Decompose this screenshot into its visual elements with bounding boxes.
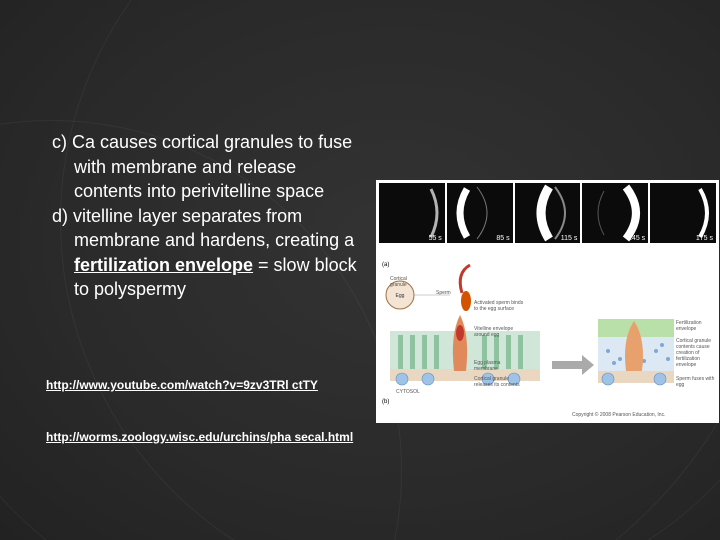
micrograph-strip: [379, 183, 716, 243]
label-cortical-release: Cortical granule releases its contents: [474, 376, 520, 388]
panel-a-label: (a): [382, 262, 390, 268]
label-granule-contents: Cortical granule contents cause creation of fertilization envelope: [676, 338, 712, 368]
label-sperm-fused: Sperm fuses with egg: [676, 376, 715, 388]
svg-text:Egg: Egg: [395, 293, 405, 299]
body-text: [52, 130, 362, 302]
label-activated-sperm: Activated sperm binds to the egg surface: [474, 300, 524, 312]
urchins-link[interactable]: http://worms.zoology.wisc.edu/urchins/pha secal.html: [46, 430, 354, 444]
label-fertilization-envelope: Fertilization envelope: [676, 320, 702, 332]
micrograph-frame: [515, 183, 581, 243]
micrograph-frame: [650, 183, 716, 243]
step-d-tail: = slow block to polyspermy: [74, 254, 357, 299]
label-vitelline: Vitelline envelope around egg: [474, 326, 514, 338]
micrograph-frame: [582, 183, 648, 243]
figure-copyright: Copyright © 2008 Pearson Education, Inc.: [572, 412, 666, 418]
frame-time: 85 s: [496, 235, 510, 242]
label-plasma-membrane: Egg plasma membrane: [474, 360, 501, 372]
fertilization-diagram: [376, 255, 719, 415]
step-c-text: c) Ca causes cortical granules to fuse with membrane and release contents into perivitelline space: [52, 132, 353, 201]
step-d-lead: d) vitelline layer separates from membrane and hardens, creating a: [52, 205, 355, 250]
fertilization-envelope-term: fertilization envelope: [74, 254, 254, 275]
youtube-link[interactable]: http://www.youtube.com/watch?v=9zv3TRl ctTY: [46, 378, 318, 392]
frame-time: 175 s: [695, 235, 713, 242]
panel-b-label: (b): [382, 399, 390, 405]
label-cytosol: CYTOSOL: [396, 389, 420, 395]
micrograph-frame: [447, 183, 513, 243]
micrograph-frame: [379, 183, 445, 243]
label-sperm: Sperm: [436, 290, 451, 296]
frame-time: 55 s: [428, 235, 442, 242]
label-cortical-granule: Cortical granule: [390, 276, 407, 288]
frame-time: 115 s: [560, 235, 578, 242]
step-d-text: [52, 204, 362, 302]
fertilization-figure: [376, 180, 719, 423]
frame-time: 145 s: [628, 235, 646, 242]
